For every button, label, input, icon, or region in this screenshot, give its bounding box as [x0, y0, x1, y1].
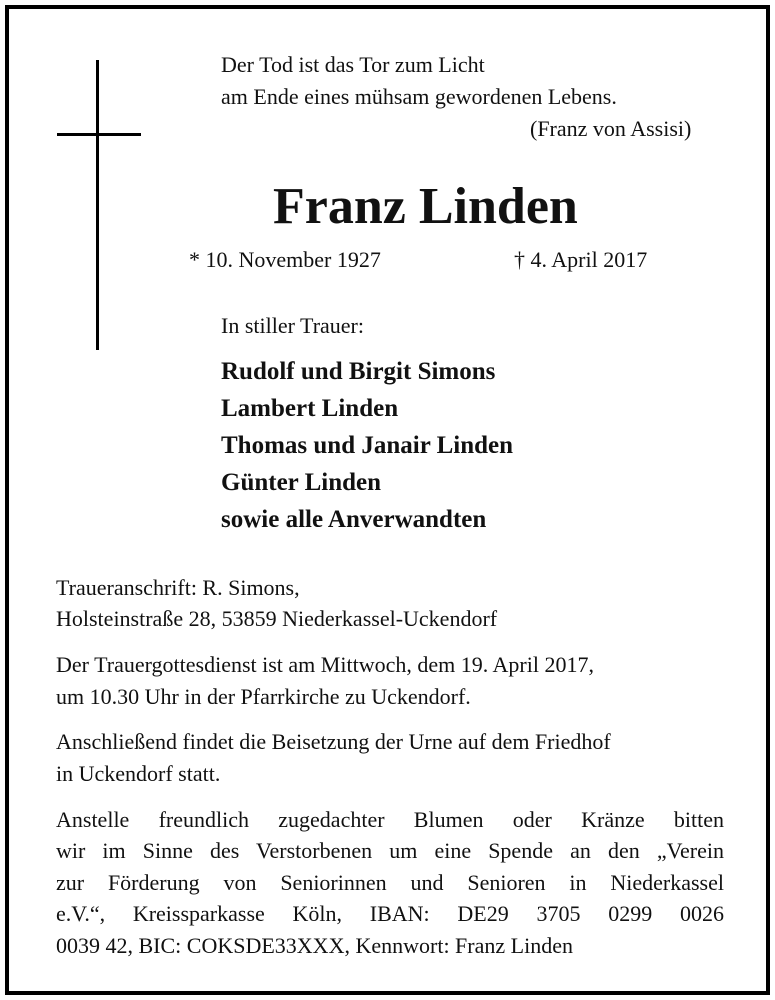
mourner-name: Günter Linden	[221, 469, 381, 496]
mourning-label: In stiller Trauer:	[221, 313, 364, 338]
mourner-name: sowie alle Anverwandten	[221, 506, 487, 533]
quote-line-2: am Ende eines mühsam gewordenen Lebens.	[221, 84, 617, 109]
mourner-name: Thomas und Janair Linden	[221, 432, 514, 459]
quote-line-1: Der Tod ist das Tor zum Licht	[221, 52, 485, 77]
burial-line-2: in Uckendorf statt.	[56, 761, 221, 786]
mourner-name: Rudolf und Birgit Simons	[221, 358, 496, 385]
quote-author: (Franz von Assisi)	[530, 116, 692, 141]
death-date: † 4. April 2017	[514, 247, 648, 272]
burial-line-1: Anschließend findet die Beisetzung der Urne auf dem Friedhof	[56, 729, 611, 754]
cross-icon	[96, 60, 99, 350]
mourner-name: Lambert Linden	[221, 395, 399, 422]
donation-line-1: Anstelle freundlich zugedachter Blumen oder Kränze bitten	[56, 807, 724, 832]
cross-icon-bar	[57, 133, 141, 136]
birth-date: * 10. November 1927	[189, 247, 381, 272]
donation-line-5: 0039 42, BIC: COKSDE33XXX, Kennwort: Franz Linden	[56, 933, 573, 958]
deceased-name: Franz Linden	[273, 178, 578, 235]
service-line-2: um 10.30 Uhr in der Pfarrkirche zu Uckendorf.	[56, 684, 471, 709]
donation-line-2: wir im Sinne des Verstorbenen um eine Spende an den „Verein	[56, 838, 724, 863]
address-line-1: Traueranschrift: R. Simons,	[56, 575, 300, 600]
service-line-1: Der Trauergottesdienst ist am Mittwoch, dem 19. April 2017,	[56, 652, 594, 677]
address-line-2: Holsteinstraße 28, 53859 Niederkassel-Uckendorf	[56, 606, 498, 631]
obituary-frame	[5, 5, 770, 995]
donation-line-4: e.V.“, Kreissparkasse Köln, IBAN: DE29 3705 0299 0026	[56, 901, 724, 926]
donation-line-3: zur Förderung von Seniorinnen und Senioren in Niederkassel	[56, 870, 724, 895]
